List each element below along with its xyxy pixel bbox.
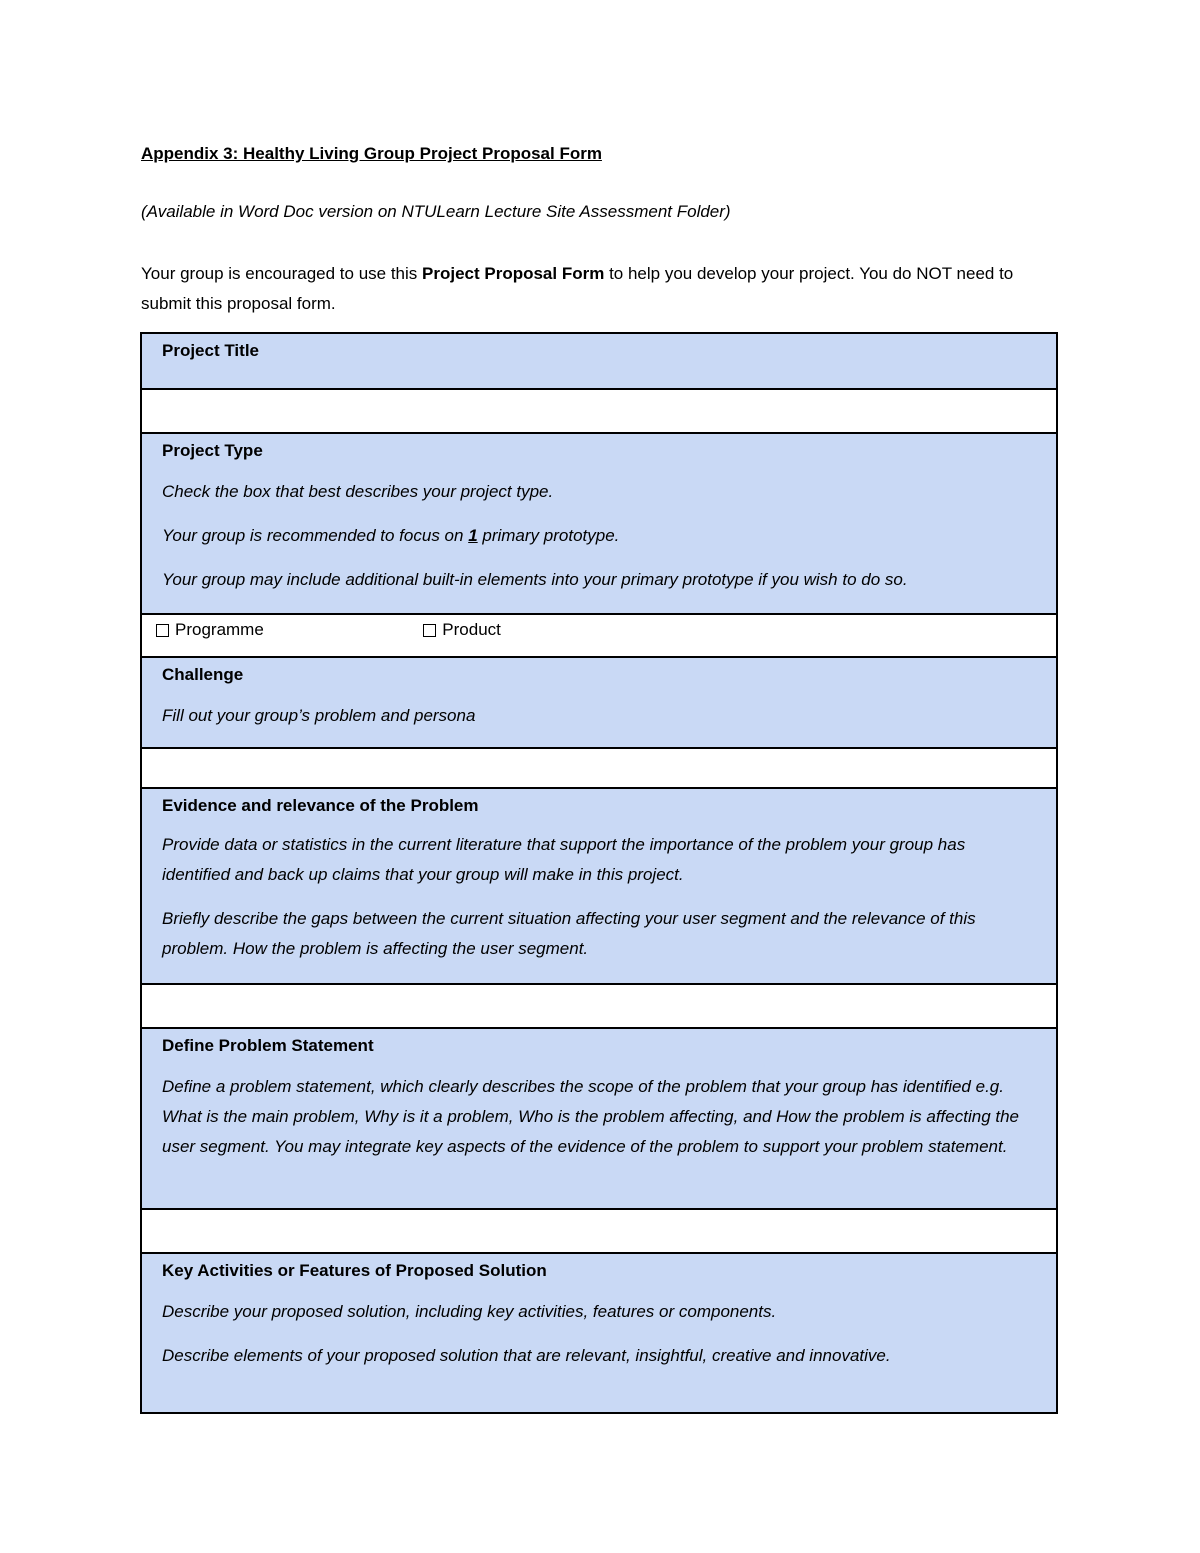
challenge-header-row <box>141 657 1057 748</box>
intro-paragraph <box>141 259 1041 319</box>
programme-option-label: Programme <box>175 620 264 639</box>
instruction-2-number: 1 <box>468 526 478 545</box>
solution-header-cell <box>141 1253 1057 1413</box>
evidence-input-cell[interactable] <box>141 984 1057 1028</box>
project-type-options-cell <box>141 614 1057 657</box>
project-title-label: Project Title <box>162 341 259 360</box>
evidence-header-row <box>141 788 1057 984</box>
project-title-header-row <box>141 333 1057 389</box>
intro-text-start: Your group is encouraged to use this <box>141 264 423 283</box>
proposal-form-table <box>140 332 1058 1414</box>
intro-text-end: to help you develop your project. You do NOT need to submit this proposal form. <box>141 264 1014 313</box>
solution-instruction-1: Describe your proposed solution, including key activities, features or components. <box>162 1302 777 1321</box>
solution-label: Key Activities or Features of Proposed Solution <box>162 1261 547 1280</box>
problem-statement-label: Define Problem Statement <box>162 1036 374 1055</box>
availability-note: (Available in Word Doc version on NTULearn Lecture Site Assessment Folder) <box>141 202 731 221</box>
document-heading: Appendix 3: Healthy Living Group Project Proposal Form <box>141 144 602 163</box>
instruction-2-end: primary prototype. <box>477 526 620 545</box>
instruction-2-start: Your group is recommended to focus on <box>162 526 469 545</box>
evidence-header-cell <box>141 788 1057 984</box>
project-type-instruction-3: Your group may include additional built-in elements into your primary prototype if you wish to do so. <box>162 570 908 589</box>
problem-statement-input-row <box>141 1209 1057 1253</box>
project-title-input-cell[interactable] <box>141 389 1057 433</box>
evidence-input-row <box>141 984 1057 1028</box>
evidence-instruction-2: Briefly describe the gaps between the current situation affecting your user segment and the relevance of this problem. How the problem is affecting the user segment. <box>162 909 976 958</box>
evidence-label: Evidence and relevance of the Problem <box>162 796 479 815</box>
problem-statement-header-row <box>141 1028 1057 1209</box>
problem-statement-input-cell[interactable] <box>141 1209 1057 1253</box>
challenge-input-cell[interactable] <box>141 748 1057 788</box>
project-type-header-row <box>141 433 1057 614</box>
project-type-label: Project Type <box>162 441 263 460</box>
project-type-instruction-2 <box>162 521 1036 551</box>
project-type-options-row <box>141 614 1057 657</box>
problem-statement-header-cell <box>141 1028 1057 1209</box>
challenge-instruction: Fill out your group’s problem and persona <box>162 706 476 725</box>
intro-bold-form-name: Project Proposal Form <box>422 264 605 283</box>
product-option-label: Product <box>442 620 501 639</box>
solution-instruction-2: Describe elements of your proposed solution that are relevant, insightful, creative and innovative. <box>162 1346 891 1365</box>
challenge-input-row <box>141 748 1057 788</box>
challenge-label: Challenge <box>162 665 244 684</box>
project-title-header-cell <box>141 333 1057 389</box>
programme-option[interactable] <box>156 620 264 640</box>
challenge-header-cell <box>141 657 1057 748</box>
project-type-instruction-1: Check the box that best describes your project type. <box>162 482 554 501</box>
product-checkbox[interactable] <box>423 624 436 637</box>
evidence-instruction-1: Provide data or statistics in the current literature that support the importance of the problem your group has identified and back up claims that your group will make in this project. <box>162 835 966 884</box>
project-title-input-row <box>141 389 1057 433</box>
programme-checkbox[interactable] <box>156 624 169 637</box>
solution-header-row <box>141 1253 1057 1413</box>
product-option[interactable] <box>423 620 501 640</box>
problem-statement-instruction: Define a problem statement, which clearly describes the scope of the problem that your group has identified e.g. What is the main problem, Why is it a problem, Who is the problem affecting, and How the problem is affecting the user segment. You may integrate key aspects of the evidence of the problem to support your problem statement. <box>162 1077 1019 1156</box>
project-type-header-cell <box>141 433 1057 614</box>
